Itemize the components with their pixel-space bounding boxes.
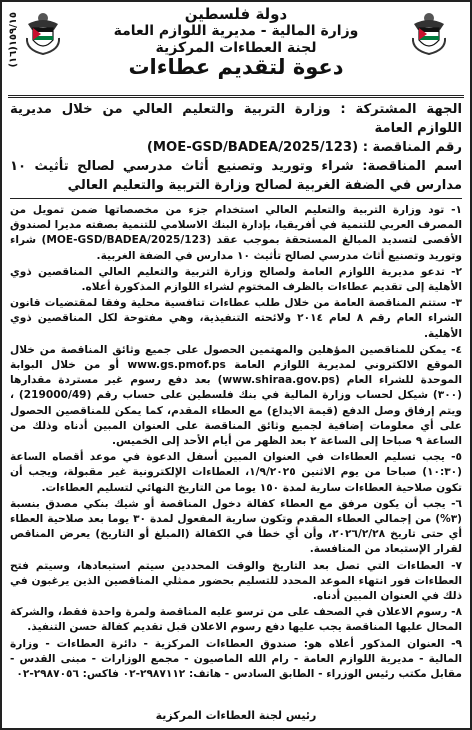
tender-party: الجهة المشتركة : وزارة التربية والتعليم العالي من خلال مديرية اللوازم العامة <box>10 102 462 136</box>
palestine-emblem-icon <box>24 10 62 56</box>
clause-6: ٦- يجب أن يكون مرفق مع العطاء كفالة دخول المناقصة أو شيك بنكي مصدق بنسبة (٣%) من إجمالي العطاء المقدم وتكون سارية المفعول لمدة ٣٠ يوما بعد صلاحية العطاء أي حتى تاريخ ٢٠٢٦/٢/٢٨، وأن أي خطأ في الكفالة (المبلغ أو التاريخ) يعرض المناقص لقرار الإستبعاد من المنافسة. <box>10 497 463 556</box>
letterhead <box>62 5 410 79</box>
clause-4: ٤- يمكن للمناقصين المؤهلين والمهتمين الحصول على جميع وثائق المناقصة من خلال الموقع الالكتروني لمديرية اللوازم العامة www.gs.pmof.ps أو من خلال البوابة الموحدة للشراء العام (www.shiraa.gov.ps) بعد دفع رسوم غير مستردة مقدارها (٣٠٠) شيكل لحساب وزارة المالية في بنك فلسطين على حساب رقم (219000/49) ، ويتم إرفاق وصل الدفع (قيمة الايداع) مع العطاء المقدم، كما يمكن للمناقصين الحصول على أي معلومات إضافية لجميع وثائق المناقصة على العنوان المبين أدناه وذلك من الساعة ٩ صباحا إلى الساعة ٢ بعد الظهر من أيام الأحد إلى الخميس. <box>10 343 462 448</box>
committee-name: لجنة العطاءات المركزية <box>155 40 317 56</box>
tender-intro <box>10 100 462 195</box>
clause-1: ١- تود وزارة التربية والتعليم العالي استخدام جزء من مخصصاتها ضمن تمويل من المصرف العربي للتنمية في أفريقيا، بإدارة البنك الاسلامي للتنمية بصفته مديرا لصندوق الأقصى لتسديد المبالغ المستحقة بموجب عقد (MOE-GSD/BADEA/2025/123) شراء وتوريد وتصنيع أثاث مدرسي لصالح تأثيث ١٠ مدارس في الضفة الغربية. <box>10 204 462 262</box>
state-name: دولة فلسطين <box>184 5 288 23</box>
divider <box>10 198 462 199</box>
page-title: دعوة لتقديم عطاءات <box>128 55 344 79</box>
clause-8: ٨- رسوم الاعلان في الصحف على من ترسو عليه المناقصة ولمرة واحدة فقط، والشركة المحال عليها المناقصة يجب عليها دفع رسوم الاعلان قبل تقديم كفالة حسن التنفيذ. <box>10 606 462 634</box>
announcement-body <box>10 100 462 683</box>
signature-line: رئيس لجنة العطاءات المركزية <box>155 709 317 722</box>
clause-9: ٩- العنوان المذكور أعلاه هو: صندوق العطاءات المركزية - دائرة العطاءات - وزارة المالية - مديرية اللوازم العامة - رام الله الماصيون - مجمع الوزارات - مبنى القدس - مقابل مكتب رئيس الوزراء - الطابق السادس - هاتف: ٢٩٨٧١١٢-٠٢ فاكس: ٢٩٨٧٠٥٦-٠٢ <box>10 637 462 681</box>
reference-number: (١٦)١٥٩/١٥ <box>8 12 19 68</box>
clause-3: ٣- ستتم المناقصة العامة من خلال طلب عطاءات تنافسية محلية وفقا لمقتضيات قانون الشراء العام رقم ٨ لعام ٢٠١٤ ولائحته التنفيذية، وهي مفتوحة لكل المناقصين ذوي الأهلية. <box>10 297 463 340</box>
clause-2: ٢- تدعو مديرية اللوازم العامة ولصالح وزارة التربية والتعليم العالي المناقصين ذوي الأهلية إلى تقديم عطاءات بالظرف المختوم لشراء اللوازم المذكورة أعلاه. <box>10 265 462 294</box>
tender-number: رقم المناقصة : (MOE-GSD/BADEA/2025/123) <box>146 140 462 155</box>
clause-list <box>10 203 462 682</box>
palestine-emblem-icon <box>410 10 448 56</box>
divider <box>8 95 464 98</box>
clause-7: ٧- العطاءات التي تصل بعد التاريخ والوقت المحددين سيتم استبعادها، وسيتم فتح العطاءات فور انتهاء الموعد المحدد للتسليم بحضور ممثلي المناقصين الذين يرغبون في ذلك في العنوان المبين أدناه. <box>10 559 462 603</box>
clause-5: ٥- يجب تسليم العطاءات في العنوان المبين أسفل الدعوة في موعد أقصاه الساعة (١٠:٣٠) صباحا من يوم الاثنين ١/٩/٢٠٢٥، العطاءات الإلكترونية غير مقبولة، ويجب أن تكون صلاحية العطاءات سارية لمدة ١٥٠ يوما من التاريخ النهائي لتسليم العطاءات. <box>10 451 462 494</box>
ministry-name: وزارة المالية - مديرية اللوازم العامة <box>113 23 359 39</box>
tender-name: اسم المناقصة: شراء وتوريد وتصنيع أثاث مدرسي لصالح تأثيث ١٠ مدارس في الضفة الغربية لصالح وزارة التربية والتعليم العالي <box>10 159 462 193</box>
